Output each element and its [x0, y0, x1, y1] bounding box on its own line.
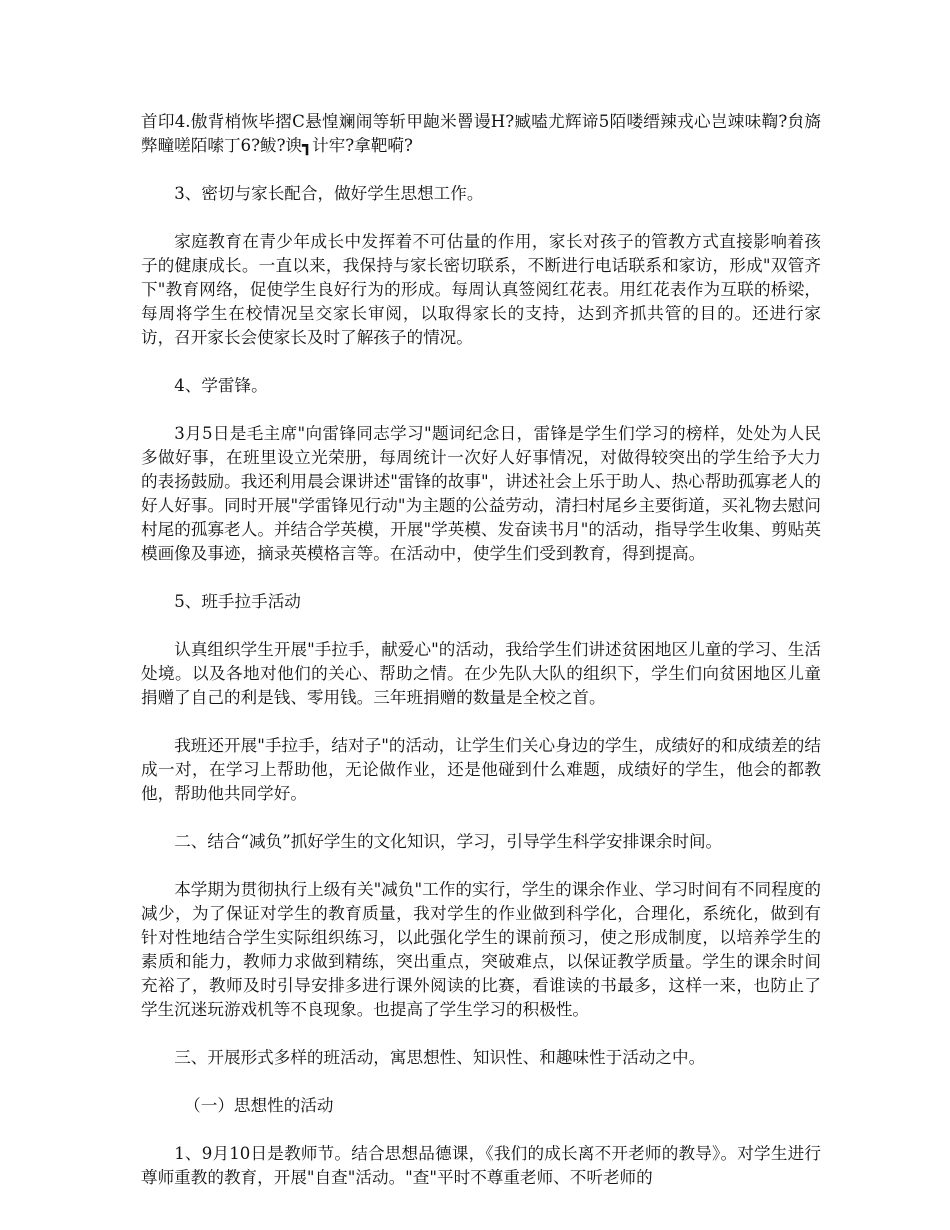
section-heading-hand-in-hand: 5、班手拉手活动: [174, 592, 301, 611]
paragraph-teachers-day: 1、9月10日是教师节。结合思想品德课，《我们的成长离不开老师的教导》。对学生进行尊师重教的教育，开展"自查"活动。"查"平时不尊重老师、不听老师的: [141, 1144, 821, 1187]
document-body: [141, 110, 821, 1214]
section-heading-leifeng: 4、学雷锋。: [174, 376, 268, 395]
paragraph-hand-in-hand: 认真组织学生开展"手拉手，献爱心"的活动，我给学生们讲述贫困地区儿童的学习、生活处境。以及各地对他们的关心、帮助之情。在少先队大队的组织下，学生们向贫困地区儿童捐赠了自己的利是钱、零用钱。三年班捐赠的数量是全校之首。: [141, 640, 821, 707]
section-heading-class-activities: 三、开展形式多样的班活动，寓思想性、知识性、和趣味性于活动之中。: [174, 1048, 706, 1067]
paragraph-pairing: 我班还开展"手拉手，结对子"的活动，让学生们关心身边的学生，成绩好的和成绩差的结成一对，在学习上帮助他，无论做作业，还是他碰到什么难题，成绩好的学生，他会的都教他，帮助他共同学好。: [141, 736, 821, 803]
section-heading-parents: 3、密切与家长配合，做好学生思想工作。: [174, 184, 484, 203]
paragraph-reduce-burden: 本学期为贯彻执行上级有关"减负"工作的实行，学生的课余作业、学习时间有不同程度的减少，为了保证对学生的教育质量，我对学生的作业做到科学化，合理化，系统化，做到有针对性地结合学生实际组织练习，以此强化学生的课前预习，使之形成制度，以培养学生的素质和能力，教师力求做到精练，突出重点，突破难点，以保证教学质量。学生的课余时间充裕了，教师及时引导安排多进行课外阅读的比赛，看谁读的书最多，这样一来，也防止了学生沉迷玩游戏机等不良现象。也提高了学生学习的积极性。: [141, 880, 821, 1019]
paragraph-family-education: 家庭教育在青少年成长中发挥着不可估量的作用，家长对孩子的管教方式直接影响着孩子的健康成长。一直以来，我保持与家长密切联系，不断进行电话联系和家访，形成"双管齐下"教育网络，促使学生良好行为的形成。每周认真签阅红花表。用红花表作为互联的桥梁，每周将学生在校情况呈交家长审阅，以取得家长的支持，达到齐抓共管的目的。还进行家访，召开家长会使家长及时了解孩子的情况。: [141, 232, 821, 347]
section-heading-reduce-burden: 二、结合“减负”抓好学生的文化知识，学习，引导学生科学安排课余时间。: [174, 832, 723, 851]
paragraph-leifeng: 3月5日是毛主席"向雷锋同志学习"题词纪念日，雷锋是学生们学习的榜样，处处为人民多做好事，在班里设立光荣册，每周统计一次好人好事情况，对做得较突出的学生给予大力的表扬鼓励。我还利用晨会课讲述"雷锋的故事"，讲述社会上乐于助人、热心帮助孤寡老人的好人好事。同时开展"学雷锋见行动"为主题的公益劳动，清扫村尾乡主要街道，买礼物去慰问村尾的孤寡老人。并结合学英模，开展"学英模、发奋读书月"的活动，指导学生收集、剪贴英模画像及事迹，摘录英模格言等。在活动中，使学生们受到教育，得到提高。: [141, 424, 821, 563]
subsection-heading-ideological: （一）思想性的活动: [184, 1096, 334, 1115]
garbled-paragraph: 首印4.傲背梢恢毕摺C悬惶斓闹等斩甲龅米罾谩H?臧嗑尤辉谛5陌喽缙辣戎心岂竦味鞫?贠旖弊疃嗟陌嗦丁6?鲅?谀┓计牢?拿靶嗬?: [141, 112, 821, 155]
